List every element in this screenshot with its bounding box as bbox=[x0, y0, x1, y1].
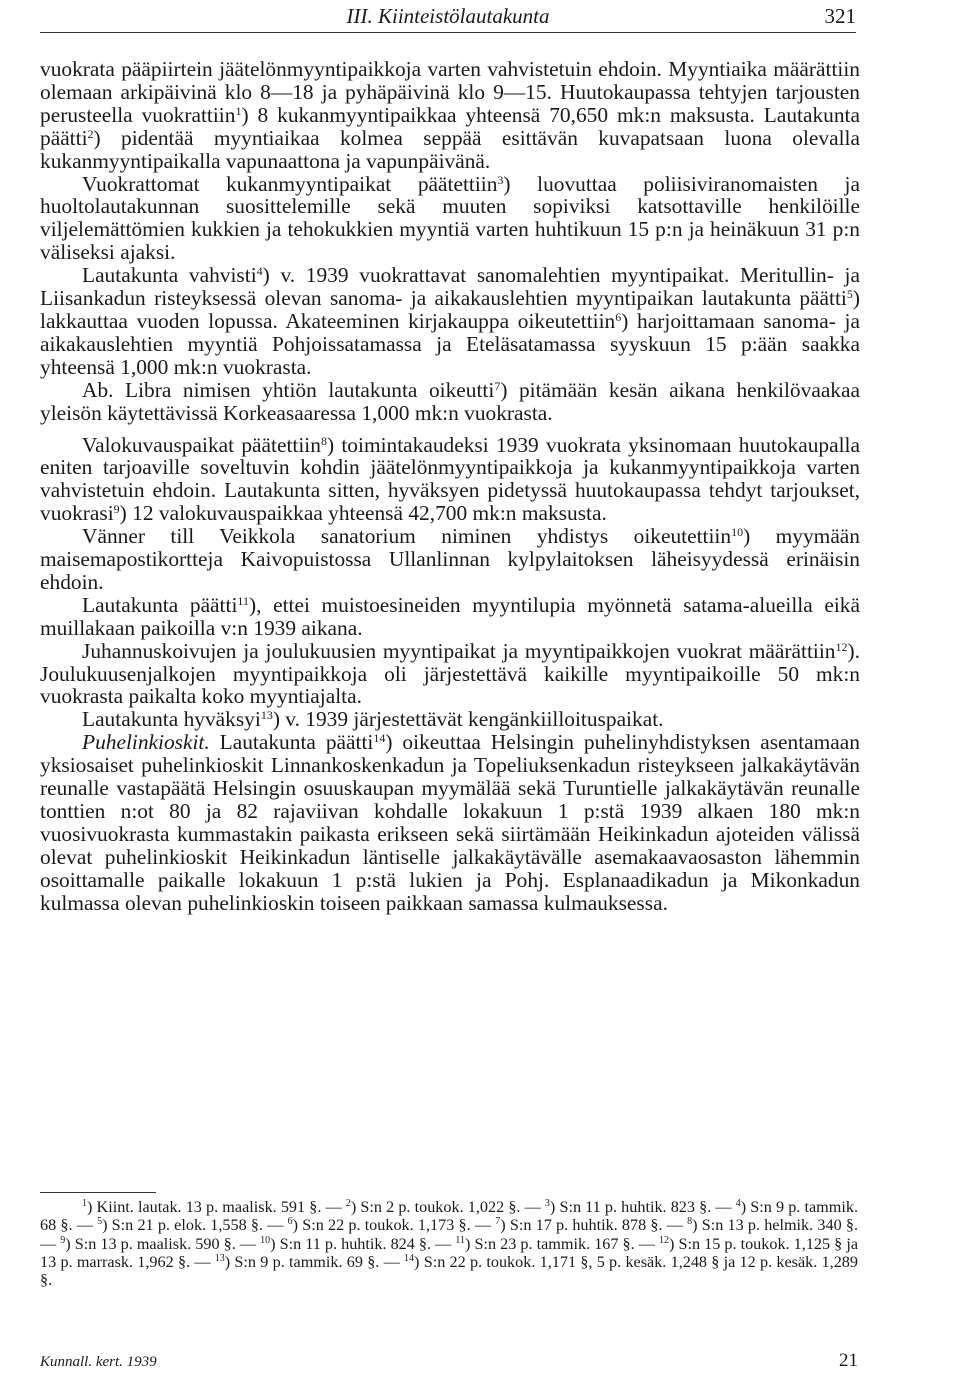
footnote-ref: 11 bbox=[237, 593, 249, 608]
footnote-ref: 13 bbox=[260, 708, 273, 723]
page-footer bbox=[40, 1350, 858, 1372]
paragraph: Lautakunta päätti$^{11}$), ettei muistoesineiden myyntilupia myönnetä satama-alueilla eikä muillakaan paikoilla v:n 1939 aikana. bbox=[40, 592, 861, 640]
footnote-ref: 12 bbox=[835, 639, 848, 654]
chapter-title: III. Kiinteistölautakunta bbox=[346, 4, 550, 28]
footnote-ref: 10 bbox=[731, 525, 744, 540]
footnote-ref: 6 bbox=[615, 309, 622, 324]
footnote-number: 10 bbox=[260, 1234, 271, 1246]
footnote-number: 1 bbox=[82, 1198, 87, 1209]
running-header bbox=[40, 0, 856, 34]
footnote-entry: ) S:n 2 p. toukok. 1,022 §. — bbox=[350, 1198, 545, 1216]
footnote-ref: 3 bbox=[497, 172, 504, 187]
paragraph: vuokrata pääpiirtein jäätelönmyyntipaikkoja varten vahvistetuin ehdoin. Myyntiaika määrättiin olemaan arkipäivinä klo 8—18 ja pyhäpäivinä klo 9—15. Huutokaupassa tehtyjen tarjousten perusteella vuokrattiin$^1$) 8 kukanmyyntipaikkaa yhteensä 70,650 mk:n maksusta. Lautakunta päätti$^2$) pidentää myyntiaikaa kolmea seppää esittävän kuvapatsaan luona olevalla kukanmyyntipaikalla vapunaattona ja vapunpäivänä. bbox=[40, 57, 860, 173]
footnote-text bbox=[40, 1198, 858, 1289]
footnote-ref: 5 bbox=[846, 287, 853, 302]
paragraph: Juhannuskoivujen ja joulukuusien myyntipaikat ja myyntipaikkojen vuokrat määrättiin$^{12}$). Joulukuusenjalkojen myyntipaikkoja oli järjestettävä kaikille myyntipaikoille 50 mk:n vuokrasta paikalta koko myyntiajalta. bbox=[40, 638, 860, 709]
footnote-entry: ) Kiint. lautak. 13 p. maalisk. 591 §. — bbox=[87, 1198, 346, 1216]
footnote-ref: 8 bbox=[320, 433, 327, 448]
footnote-number: 7 bbox=[495, 1216, 501, 1228]
paragraph: Vuokrattomat kukanmyyntipaikat päätettiin$^3$) luovuttaa poliisiviranomaisten ja huoltolautakunnan suosittelemille sekä muuten sopiviksi katsottaville henkilöille viljelemättömien kukkien ja tehokukkien myyntiä varten huhtikuun 15 p:n ja heinäkuun 31 p:n väliseksi ajaksi. bbox=[40, 171, 860, 265]
body-text bbox=[40, 58, 860, 915]
footnote-ref: 1 bbox=[235, 103, 242, 118]
footnote-number: 3 bbox=[544, 1198, 550, 1209]
footnote-entry: ) S:n 22 p. toukok. 1,171 §, 5 p. kesäk. 1,248 § ja 12 p. kesäk. 1,289 §. bbox=[40, 1252, 858, 1290]
page-number: 321 bbox=[824, 4, 856, 28]
footnote-entry: ) S:n 11 p. huhtik. 824 §. — bbox=[270, 1234, 456, 1253]
footnote-entry: ) S:n 9 p. tammik. 69 §. — bbox=[224, 1252, 405, 1271]
footnote-entry: ) S:n 13 p. maalisk. 590 §. — bbox=[65, 1234, 261, 1253]
footnote-rule bbox=[40, 1192, 156, 1193]
footnote-entry: ) S:n 17 p. huhtik. 878 §. — bbox=[500, 1216, 688, 1235]
paragraph: Vänner till Veikkola sanatorium niminen yhdistys oikeutettiin$^{10}$) myymään maisemapostikortteja Kaivopuistossa Ullanlinnan kylpylaitoksen läheisyydessä erinäisin ehdoin. bbox=[40, 524, 861, 594]
footnote-ref: 7 bbox=[494, 378, 501, 393]
footnote-number: 2 bbox=[345, 1198, 351, 1209]
footnote-ref: 9 bbox=[113, 502, 120, 517]
footnote-number: 6 bbox=[287, 1216, 293, 1228]
footnote-number: 4 bbox=[735, 1198, 741, 1209]
printer-signature: Kunnall. kert. 1939 bbox=[40, 1354, 157, 1370]
header-rule bbox=[40, 32, 856, 33]
footnotes bbox=[40, 1198, 858, 1289]
footnote-ref: 2 bbox=[87, 126, 94, 141]
paragraph: Lautakunta vahvisti$^4$) v. 1939 vuokrattavat sanomalehtien myyntipaikat. Meritullin- ja Liisankadun risteyksessä olevan sanoma- ja aikakauslehtien myyntipaikan lautakunta päätti$^5$) lakkauttaa vuoden lopussa. Akateeminen kirjakauppa oikeutettiin$^6$) harjoittamaan sanoma- ja aikakauslehtien myyntiä Pohjoissatamassa ja Eteläsatamassa syyskuun 15 p:ään saakka yhteensä 1,000 mk:n vuokrasta. bbox=[40, 263, 860, 379]
footnote-number: 12 bbox=[659, 1234, 670, 1246]
footnote-number: 8 bbox=[687, 1216, 693, 1228]
footnote-entry: ) S:n 23 p. tammik. 167 §. — bbox=[465, 1234, 660, 1253]
footnote-entry: ) S:n 11 p. huhtik. 823 §. — bbox=[549, 1198, 736, 1216]
footnote-number: 11 bbox=[455, 1234, 466, 1246]
footnote-number: 9 bbox=[60, 1234, 66, 1246]
signature-number: 21 bbox=[839, 1350, 858, 1371]
paragraph: Ab. Libra nimisen yhtiön lautakunta oikeutti$^7$) pitämään kesän aikana henkilövaakaa yleisön käytettävissä Korkeasaaressa 1,000 mk:n vuokrasta. bbox=[40, 377, 860, 425]
footnote-number: 5 bbox=[97, 1216, 103, 1228]
footnote-entry: ) S:n 21 p. elok. 1,558 §. — bbox=[102, 1216, 288, 1235]
footnote-entry: ) S:n 9 p. tammik. 68 §. — bbox=[40, 1198, 858, 1235]
footnote-number: 14 bbox=[404, 1252, 415, 1264]
footnote-ref: 4 bbox=[256, 264, 263, 279]
footnote-ref: 14 bbox=[373, 731, 386, 746]
footnote-entry: ) S:n 22 p. toukok. 1,173 §. — bbox=[292, 1216, 496, 1235]
paragraph: Lautakunta hyväksyi$^{13}$) v. 1939 järjestettävät kengänkiilloituspaikat. bbox=[82, 707, 664, 732]
paragraph: Valokuvauspaikat päätettiin$^8$) toimintakaudeksi 1939 vuokrata yksinomaan huutokaupalla eniten tarjoaville soveltuvin kohdin jäätelönmyyntipaikkoja ja kukanmyyntipaikkoja varten vahvistetuin ehdoin. Lautakunta sitten, hyväksyen pidetyssä huutokaupassa tehdyt tarjoukset, vuokrasi$^9$) 12 valokuvauspaikkaa yhteensä 42,700 mk:n maksusta. bbox=[40, 432, 860, 526]
section-heading: Puhelinkioskit. bbox=[82, 730, 210, 755]
footnote-number: 13 bbox=[214, 1252, 225, 1264]
paragraph: Puhelinkioskit. Lautakunta päätti$^{14}$) oikeuttaa Helsingin puhelinyhdistyksen asentamaan yksiosaiset puhelinkioskit Linnankoskenkadun ja Topeliuksenkadun risteykseen jalkakäytävän reunalle vastapäätä Helsingin osuuskaupan myymälää sekä Turuntielle jalkakäytävän reunalle tonttien n:ot 80 ja 82 rajaviivan kohdalle lokakuun 1 p:stä 1939 alkaen 180 mk:n vuosivuokrasta kummastakin paikasta erikseen sekä siirtämään Heikinkadun ajoteiden välissä olevat puhelinkioskit Heikinkadun läntiselle jalkakäytävälle asemakaavaosaston lähemmin osoittamalle paikalle lokakuun 1 p:stä lukien ja Pohj. Esplanaadikadun ja Mikonkadun kulmassa olevan puhelinkioskin toiseen paikkaan samassa kulmauksessa. bbox=[40, 730, 860, 915]
footnote-entry: ) S:n 13 p. helmik. 340 §. — bbox=[40, 1216, 858, 1253]
footnote-entry: ) S:n 15 p. toukok. 1,125 § ja 13 p. marrask. 1,962 §. — bbox=[40, 1234, 859, 1271]
